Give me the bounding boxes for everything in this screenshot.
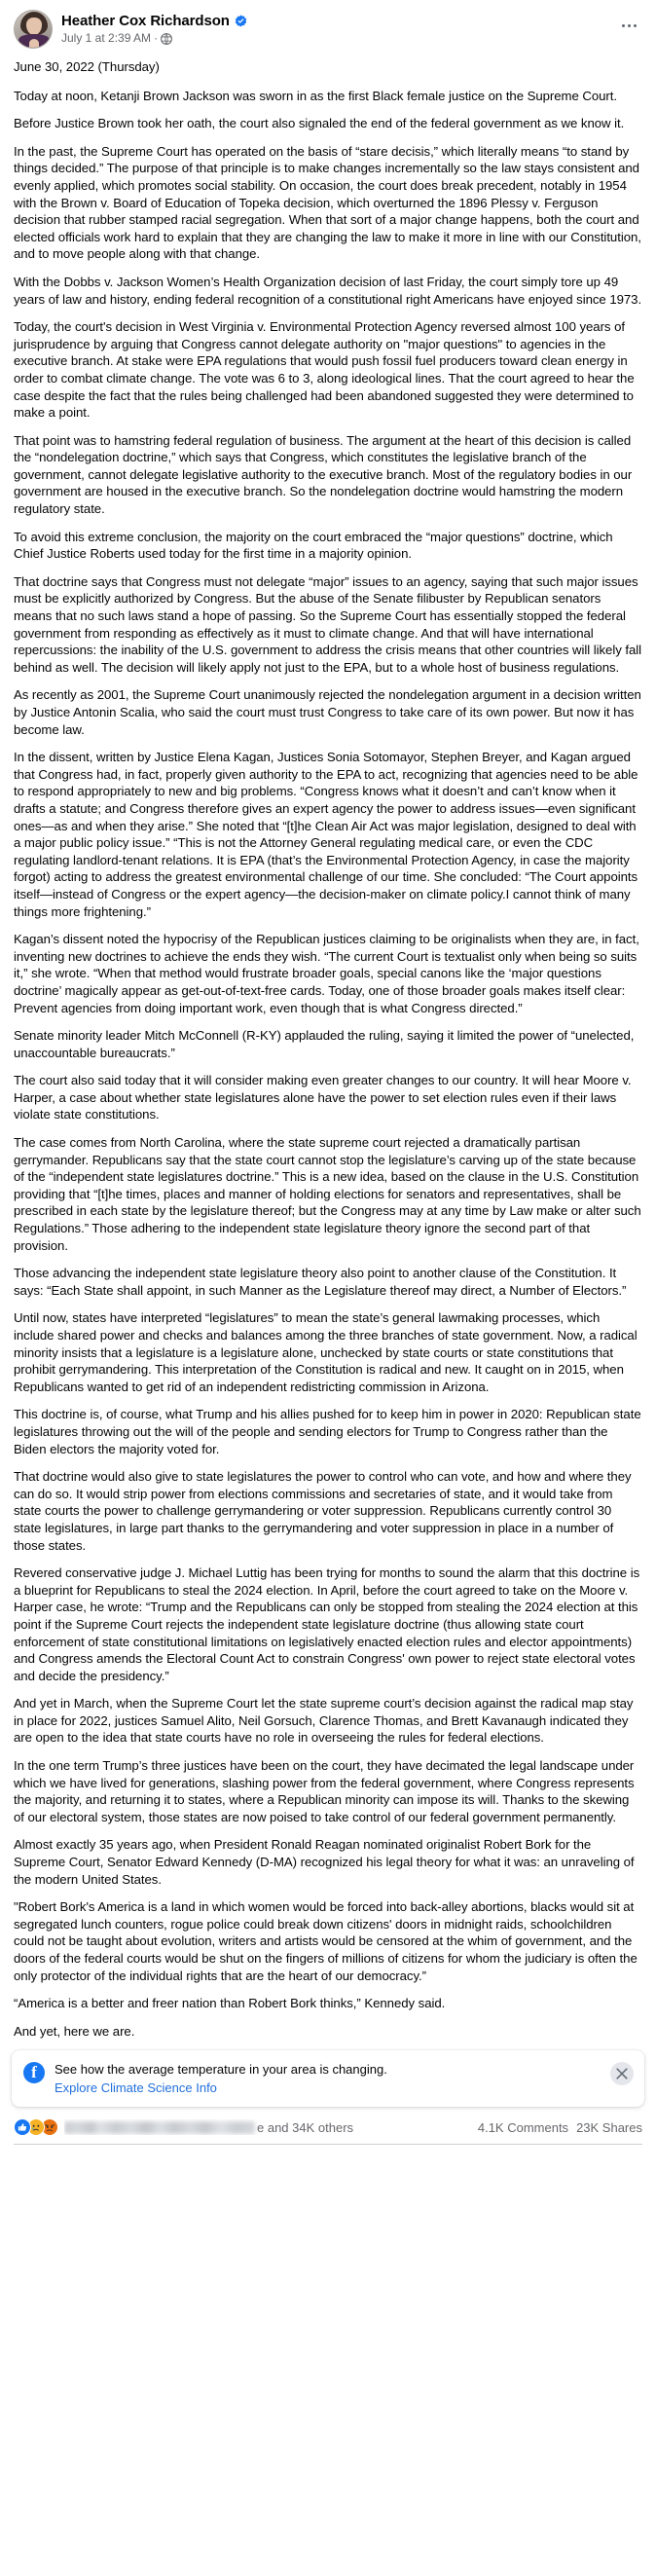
post-paragraph: With the Dobbs v. Jackson Women’s Health Organization decision of last Friday, the court simply tore up 49 years of law and history, ending federal recognition of a constitutional right Americans have enjoyed since 1973. (14, 274, 642, 307)
post-paragraph: “America is a better and freer nation than Robert Bork thinks,” Kennedy said. (14, 1996, 446, 2011)
more-dot (634, 24, 637, 27)
post-paragraph: That doctrine says that Congress must not delegate “major” issues to an agency, saying that such major issues must be explicitly authorized by Congress. But the abuse of the Senate filibuster by Republican senators means that no such laws stand a hope of passing. So the Supreme Court has essentially stopped the federal government from responding as effectively as it must to climate change. And that will have international repercussions: the inability of the U.S. government to address the crisis means that other countries will likely fall behind as well. The decision will likely apply not just to the EPA, but to a whole host of business regulations. (14, 573, 642, 675)
reaction-icons[interactable] (14, 2118, 55, 2136)
post-paragraph: Kagan’s dissent noted the hypocrisy of the Republican justices claiming to be originalists when they are, in fact, inventing new doctrines to achieve the ends they wish. “The current Court is textualist only when being so suits it,” she wrote. “When that method would frustrate broader goals, special canons like the ‘major questions doctrine’ magically appear as get-out-of-text-free cards. Today, one of those broader goals makes itself clear: Prevent agencies from doing important work, even though that is what Congress directed.” (14, 932, 639, 1015)
post-paragraph: That point was to hamstring federal regulation of business. The argument at the heart of this decision is called the “nondelegation doctrine,” which says that Congress, which constitutes the legislative branch of the government, cannot delegate legislative authority to the executive branch. Most of the regulatory bodies in our government are housed in the executive branch. So the nondelegation doctrine would hamstring the modern regulatory state. (14, 432, 633, 517)
post-paragraph: Almost exactly 35 years ago, when President Ronald Reagan nominated originalist Robert Bork for the Supreme Court, Senator Edward Kennedy (D-MA) recognized his legal theory for what it was: an unraveling of the modern United States. (14, 1837, 635, 1887)
post-paragraph: As recently as 2001, the Supreme Court unanimously rejected the nondelegation argument in a decision written by Justice Antonin Scalia, who said the court must trust Congress to take care of its own power. But now it has become law. (14, 687, 641, 737)
more-options-icon[interactable] (615, 12, 642, 39)
post-paragraph: And yet, here we are. (14, 2023, 135, 2039)
climate-science-banner[interactable] (12, 2050, 644, 2107)
post-paragraph: The case comes from North Carolina, where the state supreme court rejected a dramatically partisan gerrymander. Republicans say that the state court cannot stop the legislature’s carving up of the state because of the “independent state legislatures doctrine.” This is a new idea, based on the clause in the U.S. Constitution providing that “[t]he times, places and manner of holding elections for senators and representatives, shall be prescribed in each state by the legislature thereof; but the Congress may at any time by Law make or alter such Regulations.” Those adhering to the independent state legislature theory ignore the second part of that provision. (14, 1135, 641, 1253)
comments-count[interactable]: 4.1K Comments (477, 2119, 569, 2135)
engagement-bar (0, 2107, 656, 2144)
author-name[interactable]: Heather Cox Richardson (61, 13, 230, 29)
post-header (0, 0, 656, 53)
post-paragraph: In the one term Trump’s three justices have been on the court, they have decimated the legal landscape under which we have lived for generations, slashing power from the federal government, where Congress represents the majority, and returning it to states, where a Republican minority can impose its will. Thanks to the skewing of our electoral system, those states are now poised to take control of our federal government permanently. (14, 1758, 635, 1824)
more-dot (628, 24, 631, 27)
post-paragraph: "Robert Bork's America is a land in which women would be forced into back-alley abortions, blacks would sit at segregated lunch counters, rogue police could break down citizens' doors in midnight raids, schoolchildren could not be taught about evolution, writers and artists would be censored at the whim of government, and the doors of the federal courts would be shut on the fingers of millions of citizens for whom the judiciary is often the only protector of the individual rights that are the heart of our democracy.” (14, 1899, 638, 1983)
post-paragraph: And yet in March, when the Supreme Court let the state supreme court’s decision against the radical map stay in place for 2022, justices Samuel Alito, Neil Gorsuch, Clarence Thomas, and Brett Kavanaugh indicated they are open to the idea that state courts have no role in overseeing the rules for federal elections. (14, 1696, 634, 1746)
post-timestamp[interactable]: July 1 at 2:39 AM (61, 31, 152, 45)
facebook-logo-icon: f (23, 2062, 45, 2083)
post-paragraph: Senate minority leader Mitch McConnell (R-KY) applauded the ruling, saying it limited the power of “unelected, unaccountable bureaucrats.” (14, 1028, 635, 1060)
avatar-collar (29, 39, 39, 48)
post-paragraph: That doctrine would also give to state legislatures the power to control who can vote, and how and where they can do so. It would strip power from elections commissions and secretaries of state, and it would take from state courts the power to challenge gerrymandering or voter suppression. Republicans currently control 30 state legislatures, in large part thanks to the gerrymandering and voter suppression in place in a number of those states. (14, 1469, 632, 1553)
post-meta-row (61, 31, 642, 46)
post-paragraph: Before Justice Brown took her oath, the court also signaled the end of the federal government as we know it. (14, 116, 625, 131)
bottom-divider (14, 2144, 642, 2145)
post-message-body (0, 53, 656, 2040)
author-name-row (61, 13, 642, 29)
globe-public-icon[interactable] (161, 33, 172, 45)
more-dot (622, 24, 625, 27)
shares-count[interactable]: 23K Shares (576, 2119, 642, 2135)
post-paragraph: Revered conservative judge J. Michael Luttig has been trying for months to sound the alarm that this doctrine is a blueprint for Republicans to steal the 2024 election. In April, before the court agreed to take on the Moore v. Harper case, he wrote: “Trump and the Republicans can only be stopped from stealing the 2024 election at this point if the Supreme Court rejects the independent state legislature doctrine (thus allowing state court enforcement of state constitutional limitations on legislatively enacted election rules and elector appointments) and Congress amends the Electoral Count Act to constrain Congress' own power to reject state electoral votes and decide the presidency.” (14, 1565, 640, 1683)
likers-count-label: e and 34K others (257, 2120, 354, 2136)
post-paragraph: Until now, states have interpreted “legislatures” to mean the state’s general lawmaking processes, which include shared power and checks and balances among the three branches of state government. Now, a radical minority insists that a legislature is a legislature alone, unchecked by state courts or state constitutions that prohibit gerrymandering. This interpretation of the Constitution is radical and new. It caught on in 2015, when Republicans wanted to get rid of an independent redistricting commission in Arizona. (14, 1310, 638, 1394)
likers-names-blurred (64, 2121, 255, 2134)
likers-summary[interactable] (64, 2119, 478, 2135)
post-author-block (61, 10, 642, 49)
post-paragraph: This doctrine is, of course, what Trump and his allies pushed for to keep him in power in 2020: Republican state legislatures throwing out the will of the people and sending electors for Trump to Congress rather than the Biden electors the majority voted for. (14, 1407, 641, 1456)
post-paragraph: The court also said today that it will consider making even greater changes to our country. It will hear Moore v. Harper, a case about whether state legislatures alone have the power to set election rules even if their laws violate state constitutions. (14, 1073, 632, 1122)
post-paragraph: Today, the court's decision in West Virginia v. Environmental Protection Agency reversed almost 100 years of jurisprudence by arguing that Congress cannot delegate authority on "major questions" to agencies in the executive branch. At stake were EPA regulations that would push fossil fuel producers toward clean energy in order to combat climate change. The vote was 6 to 3, along ideological lines. That the court agreed to hear the case despite the fact that the rules being challenged had been abandoned suggested they were determined to make a point. (14, 319, 635, 421)
meta-separator: · (154, 31, 159, 45)
climate-banner-title: See how the average temperature in your area is changing. (55, 2062, 387, 2078)
engagement-counts (478, 2120, 642, 2135)
avatar[interactable] (14, 10, 53, 49)
post-paragraph: Today at noon, Ketanji Brown Jackson was sworn in as the first Black female justice on the Supreme Court. (14, 88, 617, 103)
post-date-line: June 30, 2022 (Thursday) (14, 59, 160, 74)
post-paragraph: To avoid this extreme conclusion, the majority on the court embraced the “major questions” doctrine, which Chief Justice Roberts used today for the first time in a majority opinion. (14, 529, 613, 562)
climate-banner-text (55, 2061, 633, 2096)
climate-banner-link[interactable]: Explore Climate Science Info (55, 2080, 217, 2096)
verified-badge-icon (235, 15, 247, 27)
post-paragraph: In the past, the Supreme Court has operated on the basis of “stare decisis,” which literally means “to stand by things decided.” The purpose of that principle is to make changes incrementally so the law stays consistent and evenly applied, which promotes social stability. On occasion, the court does break precedent, notably in 1954 with the Brown v. Board of Education of Topeka decision, which overturned the 1896 Plessy v. Ferguson decision that rubber stamped racial segregation. When that sort of a major change happens, both the court and elected officials work hard to explain that they are changing the law to make it more in line with our Constitution, and to move people along with that change. (14, 143, 641, 262)
post-paragraph: In the dissent, written by Justice Elena Kagan, Justices Sonia Sotomayor, Stephen Breyer, and Kagan argued that Congress had, in fact, properly given authority to the EPA to act, recognizing that agencies need to be able to respond appropriately to new and big problems. “Congress knows what it doesn’t and can’t know when it drafts a statute; and Congress therefore gives an expert agency the power to address issues—even significant ones—as and when they arise.” She noted that “[t]he Clean Air Act was major legislation, designed to deal with a major public policy issue.” “This is not the Attorney General regulating medical care, or even the CDC regulating landlord-tenant relations. It is EPA (that’s the Environmental Protection Agency, in case the majority forgot) acting to address the greatest environmental challenge of our time. She concluded: “The Court appoints itself—instead of Congress or the expert agency—the decision-maker on climate policy.I cannot think of many things more frightening.” (14, 750, 638, 919)
post-paragraph: Those advancing the independent state legislature theory also point to another clause of the Constitution. It says: “Each State shall appoint, in such Manner as the Legislature thereof may direct, a Number of Electors.” (14, 1266, 627, 1298)
